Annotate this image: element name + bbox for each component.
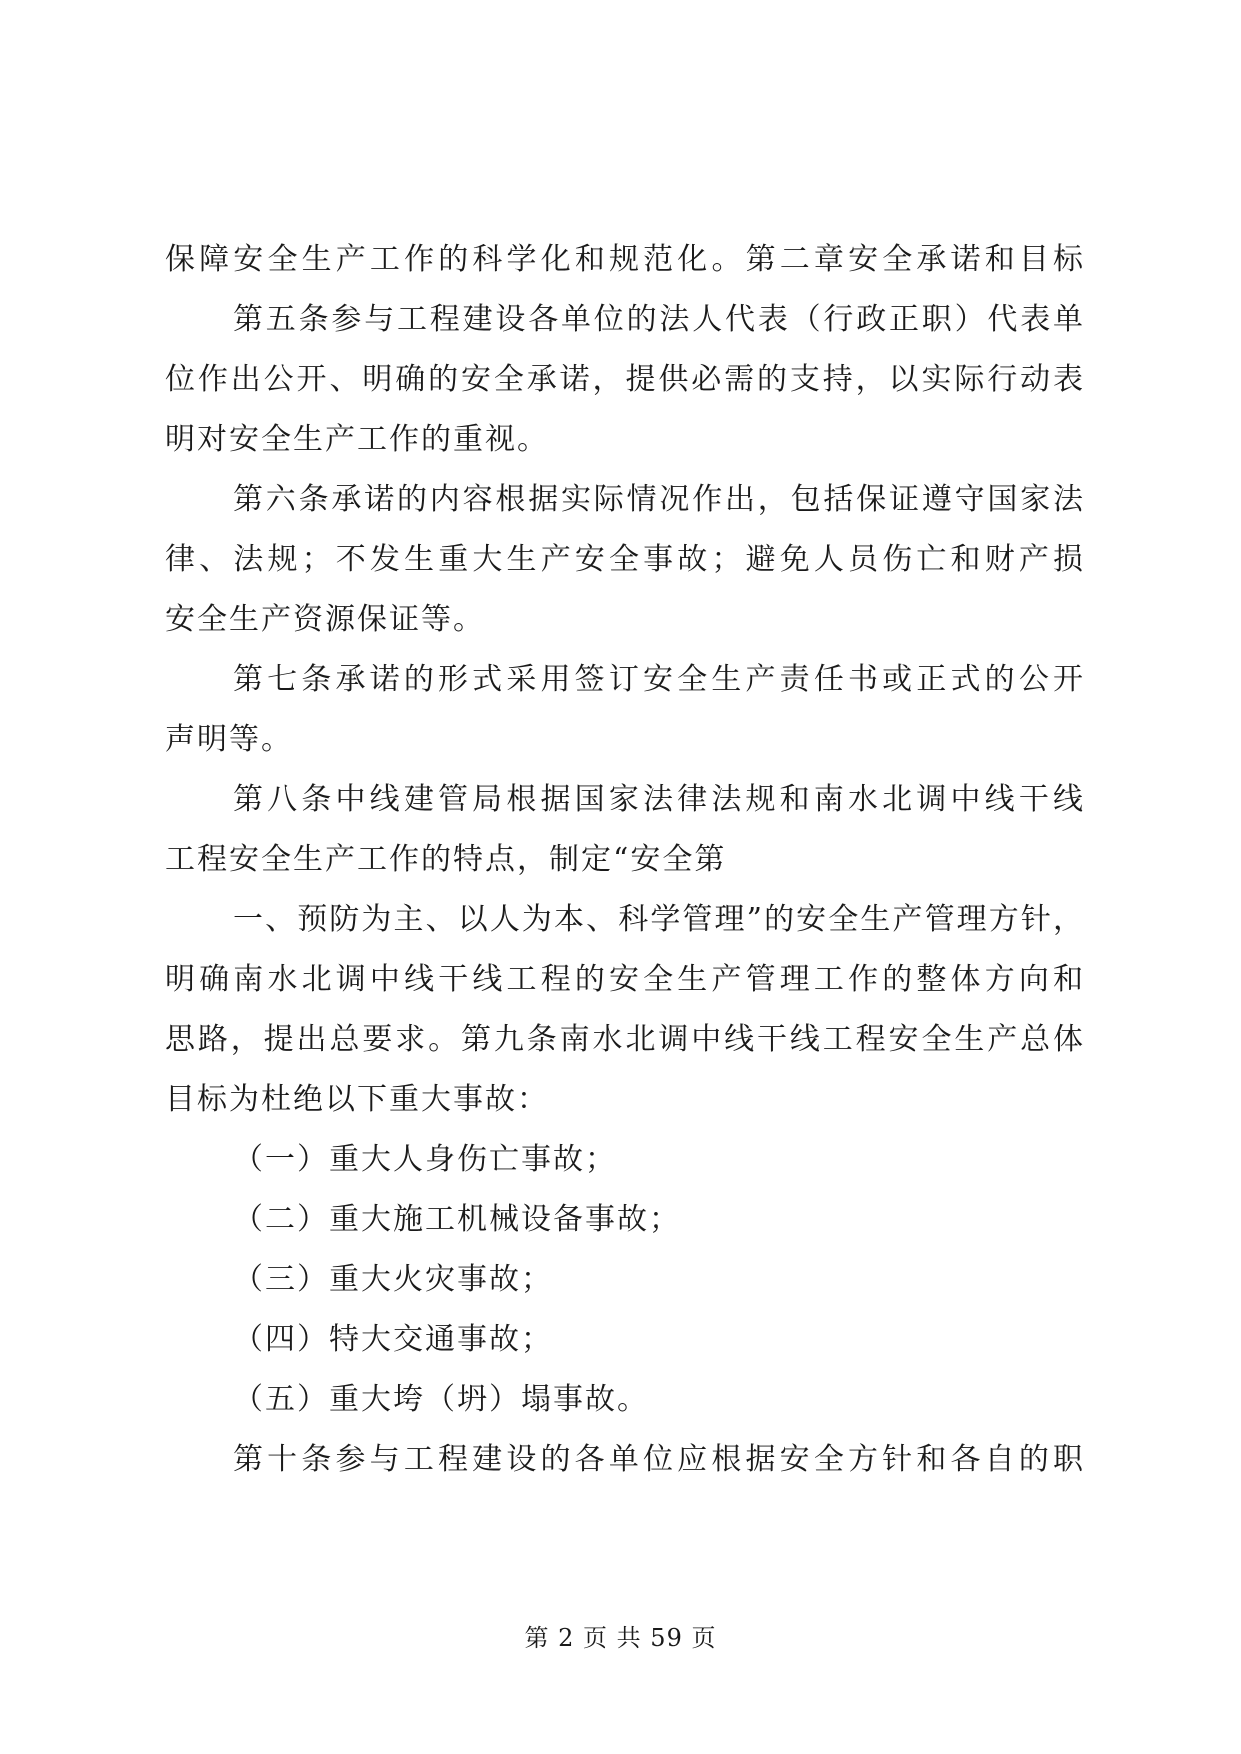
text-line: （五）重大垮（坍）塌事故。 <box>233 1382 649 1417</box>
text-line: 保障安全生产工作的科学化和规范化。第二章安全承诺和目标 <box>165 242 1085 277</box>
page-footer: 第 2 页 共 59 页 <box>524 1624 717 1652</box>
text-line: 第八条中线建管局根据国家法律法规和南水北调中线干线 <box>233 782 1085 817</box>
text-line: 第十条参与工程建设的各单位应根据安全方针和各自的职 <box>233 1442 1085 1477</box>
text-line: 明确南水北调中线干线工程的安全生产管理工作的整体方向和 <box>165 962 1085 997</box>
text-line: 第六条承诺的内容根据实际情况作出，包括保证遵守国家法 <box>233 482 1085 517</box>
text-line: 位作出公开、明确的安全承诺，提供必需的支持，以实际行动表 <box>165 362 1085 397</box>
text-line: （三）重大火灾事故； <box>233 1262 553 1297</box>
document-body <box>165 230 1085 1490</box>
text-line: 律、法规；不发生重大生产安全事故；避免人员伤亡和财产损 <box>165 542 1085 577</box>
text-line: 工程安全生产工作的特点，制定“安全第 <box>165 842 727 877</box>
text-line: 明对安全生产工作的重视。 <box>165 422 549 457</box>
text-line: 第七条承诺的形式采用签订安全生产责任书或正式的公开 <box>233 662 1085 697</box>
text-line: 第五条参与工程建设各单位的法人代表（行政正职）代表单 <box>233 302 1085 337</box>
text-line: 一、预防为主、以人为本、科学管理”的安全生产管理方针， <box>233 902 1085 937</box>
text-line: 思路，提出总要求。第九条南水北调中线干线工程安全生产总体 <box>165 1022 1085 1057</box>
text-line: 目标为杜绝以下重大事故： <box>165 1082 549 1117</box>
text-line: 声明等。 <box>165 722 293 757</box>
text-line: 安全生产资源保证等。 <box>165 602 485 637</box>
text-line: （一）重大人身伤亡事故； <box>233 1142 617 1177</box>
text-line: （四）特大交通事故； <box>233 1322 553 1357</box>
text-line: （二）重大施工机械设备事故； <box>233 1202 681 1237</box>
